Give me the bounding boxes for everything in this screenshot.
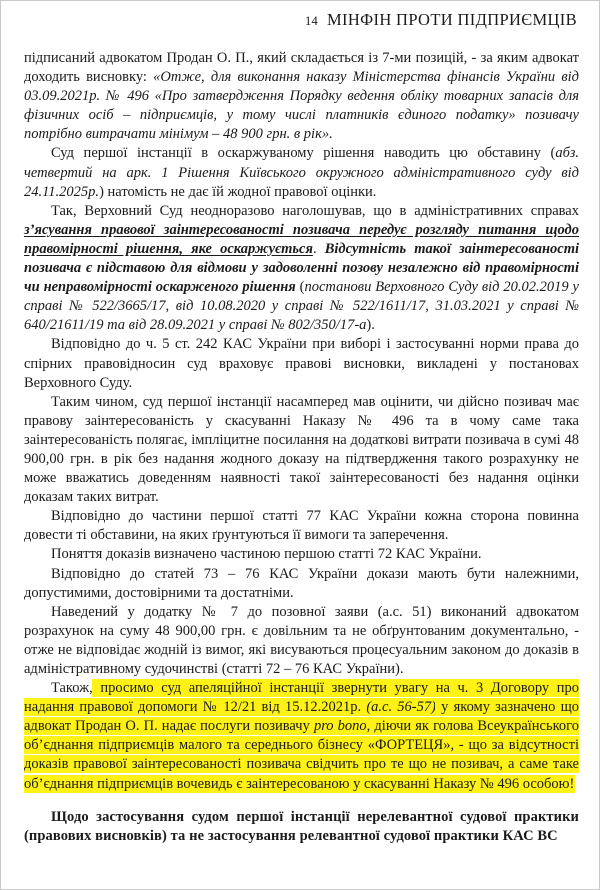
p3-underlined-emphasis: з’ясування правової заінтересованості позивача передує розгляду питання щодо правомірності рішення, яке оскаржується xyxy=(24,221,579,257)
running-header xyxy=(24,10,579,30)
p10-highlight-part3: , діючи як голова Всеукраїнського об’єднання підприємців малого та середнього бізнесу «ФОРТЕЦЯ», - що за відсутності доказів правової заінтересованості позивача свідчить про те що не позивач, а саме таке об’єднання підприємців вочевидь є заінтересованою у скасуванні Наказу № 496 особою! xyxy=(24,718,580,792)
p10-highlight-part2: у якому зазначено що адвокат Продан О. П. надає послуги позивачу xyxy=(24,699,580,735)
p2-text-part2: ) натомість не дає їй жодної правової оцінки. xyxy=(99,183,377,200)
paragraph-legal-interest-assessment: Таким чином, суд першої інстанції насамперед мав оцінити, чи дійсно позивач має правову заінтересованість у скасуванні Наказу № 496 та в чому саме така заінтересованість полягає, імпліцитне посилання на додаткові витрати позивача в сумі 48 900,00 грн. в рік без надання жодного доказу на підтвердження такого розрахунку не може вважатись доведенням наявності такої заінтересованості без надання оцінки доказам таких витрат. xyxy=(24,393,579,506)
paragraph-supreme-court-emphasis xyxy=(24,202,579,336)
section-spacer xyxy=(24,794,579,808)
p2-decision-reference: абз. четвертий на арк. 1 Рішення Київського окружного адміністративного суду від 24.11.2025р. xyxy=(24,145,579,200)
paragraph-highlighted-pro-bono xyxy=(24,679,579,794)
p10-pro-bono-term: pro bono xyxy=(313,718,367,735)
p3-text-part3: ( xyxy=(295,279,305,296)
p1-text-part1: підписаний адвокатом Продан О. П., який складається із 7-ми позицій, - за яким адвокат доходить висновку: xyxy=(24,50,579,86)
p3-text-part2: . xyxy=(312,240,325,257)
p3-italic-emphasis: Відсутність такої заінтересованості позивача є підставою для відмови у задоволенні позову незалежно від правомірності чи неправомірності оскарженого рішення xyxy=(24,240,580,296)
p3-text-part1: Так, Верховний Суд неодноразово наголошував, що в адміністративних справах xyxy=(51,202,579,219)
paragraph-article-77: Відповідно до частини першої статті 77 КАС України кожна сторона повинна довести ті обставини, на яких ґрунтуються її вимоги та заперечення. xyxy=(24,508,579,544)
p1-quoted-conclusion: «Отже, для виконання наказу Міністерства фінансів України від 03.09.2021р. № 496 «Про затвердження Порядку ведення обліку товарних запасів для фізичних осіб – підприємців, у тому числі платників єдиного податку» позивачу потрібно витрачати мінімум – 48 900 грн. в рік». xyxy=(24,69,579,143)
p10-highlight-part1: просимо суд апеляційної інстанції звернути увагу на ч. 3 Договору про надання правової допомоги № 12/21 від 15.12.2021р. xyxy=(24,680,579,716)
section-heading-irrelevant-case-law: Щодо застосування судом першої інстанції нерелевантної судової практики (правових висновків) та не застосування релевантної судової практики КАС ВС xyxy=(24,808,579,844)
paragraph-articles-73-76: Відповідно до статей 73 – 76 КАС України докази мають бути належними, допустимими, достовірними та достатніми. xyxy=(24,565,579,601)
paragraph-continued-quote xyxy=(24,49,579,144)
running-header-title: МІНФІН ПРОТИ ПІДПРИЄМЦІВ xyxy=(326,10,577,29)
page-content-area xyxy=(1,1,599,889)
paragraph-article-242: Відповідно до ч. 5 ст. 242 КАС України при виборі і застосуванні норми права до спірних правовідносин суд враховує правові висновки, викладені у постановах Верховного Суду. xyxy=(24,336,579,391)
p10-lead-word: Також, xyxy=(51,680,93,697)
p3-text-part4: ). xyxy=(366,317,375,334)
page-number: 14 xyxy=(305,14,318,28)
paragraph-first-instance-court xyxy=(24,144,579,201)
p3-case-citations: постанови Верховного Суду від 20.02.2019 у справі № 522/3665/17, від 10.08.2020 у справі № 522/1611/17, 31.03.2021 у справі № 640/21611/19 та від 28.09.2021 у справі № 802/350/17-а xyxy=(24,279,579,334)
paragraph-annex-7-calculation: Наведений у додатку № 7 до позовної заяви (а.с. 51) виконаний адвокатом розрахунок на суму 48 900,00 грн. є довільним та не обґрунтованим документально, - отже не відповідає жодній із вимог, які висуваються процесуальним законом до доказів в адміністративному судочинстві (статті 72 – 76 КАС України). xyxy=(24,603,579,677)
paragraph-article-72: Поняття доказів визначено частиною першою статті 72 КАС України. xyxy=(51,546,482,563)
p2-text-part1: Суд першої інстанції в оскаржуваному рішення наводить цю обставину ( xyxy=(51,145,556,162)
p10-case-file-reference: (а.с. 56-57) xyxy=(366,699,436,716)
